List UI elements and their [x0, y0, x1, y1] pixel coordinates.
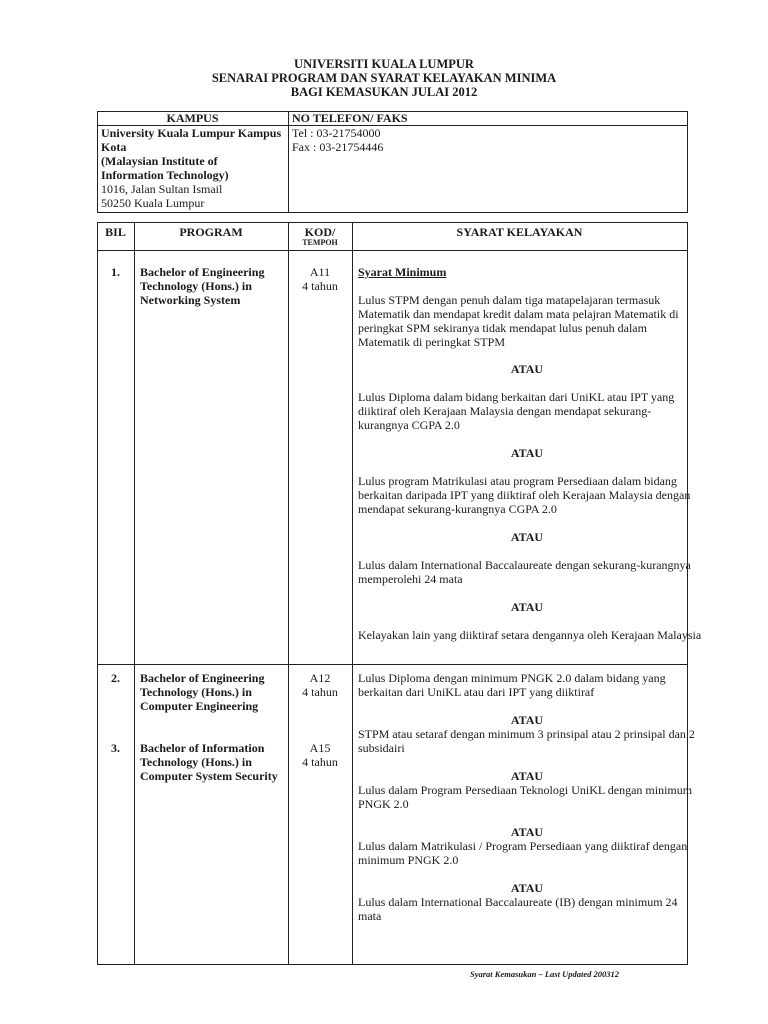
row1-tempoh: 4 tahun: [302, 279, 338, 293]
row2-req1-line1: Lulus Diploma dengan minimum PNGK 2.0 dalam bidang yang: [358, 671, 666, 685]
row2-program-line1: Bachelor of Engineering: [140, 671, 265, 685]
header-university: UNIVERSITI KUALA LUMPUR: [294, 57, 474, 71]
row1-req3-line1: Lulus program Matrikulasi atau program Persediaan dalam bidang: [358, 474, 677, 488]
bil-column-header: BIL: [105, 225, 126, 239]
row1-req3-line2: berkaitan daripada IPT yang diiktiraf oleh Kerajaan Malaysia dengan: [358, 488, 691, 502]
row3-bil: 3.: [111, 741, 120, 755]
row1-bil: 1.: [111, 265, 120, 279]
row1-program-line1: Bachelor of Engineering: [140, 265, 265, 279]
row2-req2-line2: subsidairi: [358, 741, 405, 755]
row2-atau1: ATAU: [510, 713, 544, 727]
campus-address-line2: 50250 Kuala Lumpur: [101, 196, 205, 210]
campus-name-line2: Kota: [101, 140, 127, 154]
row2-req5-line1: Lulus dalam International Baccalaureate (IB) dengan minimum 24: [358, 895, 678, 909]
row1-req1-line4: Matematik di peringkat STPM: [358, 335, 505, 349]
campus-tel: Tel : 03-21754000: [292, 126, 381, 140]
page-footer: Syarat Kemasukan – Last Updated 200312: [470, 969, 619, 979]
row1-req3-line3: mendapat sekurang-kurangnya CGPA 2.0: [358, 502, 557, 516]
row2-req5-line2: mata: [358, 909, 382, 923]
row1-req2-line2: diiktiraf oleh Kerajaan Malaysia dengan mendapat sekurang-: [358, 404, 652, 418]
row2-req3-line2: PNGK 2.0: [358, 797, 409, 811]
row1-atau2: ATAU: [510, 446, 544, 460]
row1-atau1: ATAU: [510, 362, 544, 376]
tempoh-column-header: TEMPOH: [302, 238, 338, 247]
row2-bil: 2.: [111, 671, 120, 685]
program-column-header: PROGRAM: [179, 225, 243, 239]
row2-req1-line2: berkaitan dari UniKL atau dari IPT yang diiktiraf: [358, 685, 595, 699]
row1-program-line3: Networking System: [140, 293, 241, 307]
row1-req1-line2: Matematik dan mendapat kredit dalam mata pelajran Matematik di: [358, 307, 679, 321]
row2-req3-line1: Lulus dalam Program Persediaan Teknologi UniKL dengan minimum: [358, 783, 693, 797]
header-intake: BAGI KEMASUKAN JULAI 2012: [290, 85, 478, 99]
row3-program-line3: Computer System Security: [140, 769, 278, 783]
row2-program-line3: Computer Engineering: [140, 699, 259, 713]
campus-name-line3: (Malaysian Institute of: [101, 154, 218, 168]
row2-atau3: ATAU: [510, 825, 544, 839]
campus-fax: Fax : 03-21754446: [292, 140, 384, 154]
row1-req4-line1: Lulus dalam International Baccalaureate dengan sekurang-kurangnya: [358, 558, 691, 572]
row1-req2-line3: kurangnya CGPA 2.0: [358, 418, 460, 432]
row1-atau3: ATAU: [510, 530, 544, 544]
kod-column-header: KOD/: [304, 225, 336, 239]
row3-program-line2: Technology (Hons.) in: [140, 755, 252, 769]
row1-req1-line3: peringkat SPM sekiranya tidak mendapat lulus penuh dalam: [358, 321, 647, 335]
row2-req4-line1: Lulus dalam Matrikulasi / Program Persediaan yang diiktiraf dengan: [358, 839, 688, 853]
campus-column-header: KAMPUS: [166, 111, 219, 125]
campus-name-line1: University Kuala Lumpur Kampus: [101, 126, 282, 140]
syarat-column-header: SYARAT KELAYAKAN: [456, 225, 583, 239]
contact-column-header: NO TELEFON/ FAKS: [292, 111, 408, 125]
row1-syarat-title: Syarat Minimum: [358, 265, 447, 279]
row2-atau2: ATAU: [510, 769, 544, 783]
row2-req4-line2: minimum PNGK 2.0: [358, 853, 459, 867]
row3-tempoh: 4 tahun: [302, 755, 338, 769]
row1-req5-line1: Kelayakan lain yang diiktiraf setara dengannya oleh Kerajaan Malaysia: [358, 628, 702, 642]
row1-req1-line1: Lulus STPM dengan penuh dalam tiga matapelajaran termasuk: [358, 293, 661, 307]
row1-req2-line1: Lulus Diploma dalam bidang berkaitan dari UniKL atau IPT yang: [358, 390, 675, 404]
header-title: SENARAI PROGRAM DAN SYARAT KELAYAKAN MINIMA: [211, 71, 557, 85]
row1-program-line2: Technology (Hons.) in: [140, 279, 252, 293]
row1-atau4: ATAU: [510, 600, 544, 614]
campus-address-line1: 1016, Jalan Sultan Ismail: [101, 182, 223, 196]
row3-kod: A15: [309, 741, 331, 755]
row2-kod: A12: [309, 671, 331, 685]
row1-kod: A11: [309, 265, 331, 279]
row2-req2-line1: STPM atau setaraf dengan minimum 3 prinsipal atau 2 prinsipal dan 2: [358, 727, 695, 741]
campus-name-line4: Information Technology): [101, 168, 229, 182]
row2-atau4: ATAU: [510, 881, 544, 895]
row2-tempoh: 4 tahun: [302, 685, 338, 699]
row2-program-line2: Technology (Hons.) in: [140, 685, 252, 699]
row1-req4-line2: memperolehi 24 mata: [358, 572, 463, 586]
row3-program-line1: Bachelor of Information: [140, 741, 265, 755]
